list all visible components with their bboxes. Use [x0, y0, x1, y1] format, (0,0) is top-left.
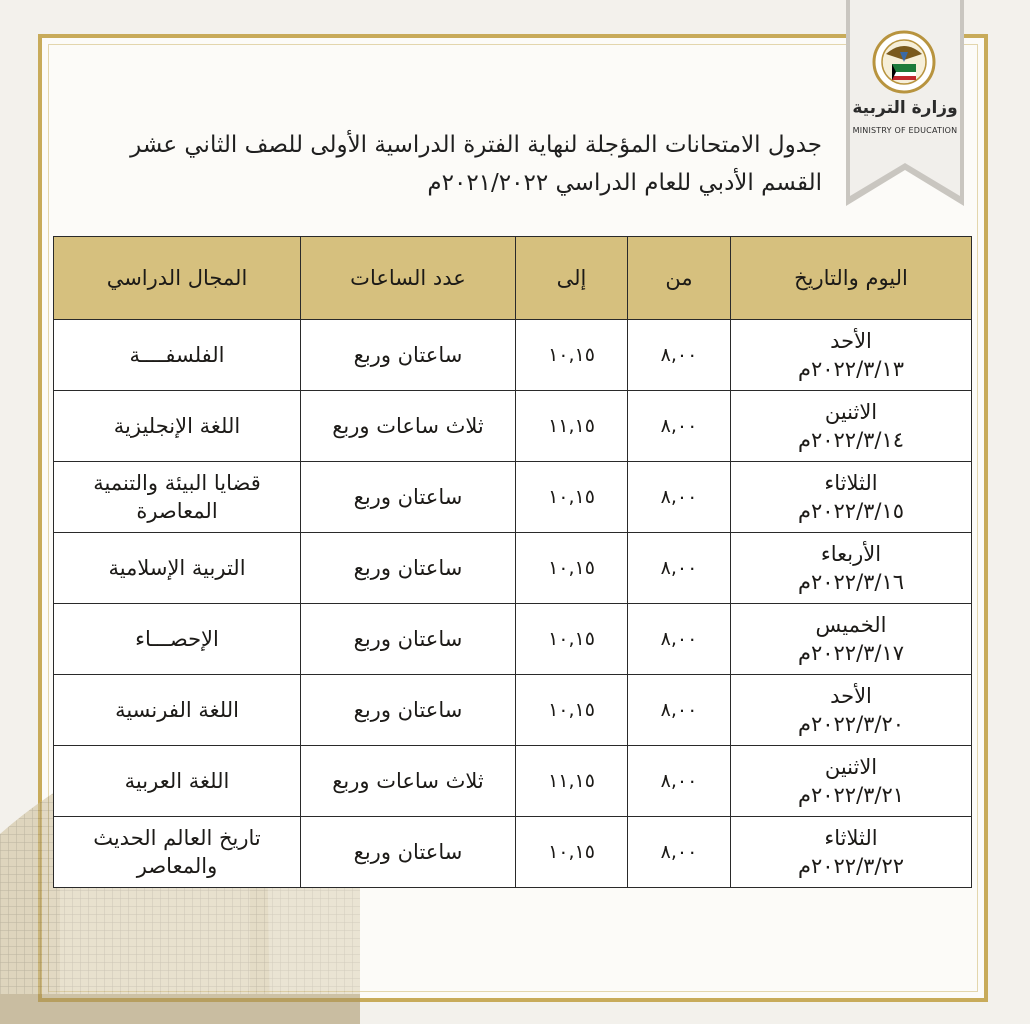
day-date-cell — [731, 675, 972, 746]
day-date-cell — [731, 391, 972, 462]
duration-cell: ساعتان وربع — [301, 462, 516, 533]
subject-cell: اللغة العربية — [54, 746, 301, 817]
start-time-cell: ٨,٠٠ — [628, 533, 731, 604]
subject-cell: تاريخ العالم الحديث والمعاصر — [54, 817, 301, 888]
duration-cell: ثلاث ساعات وربع — [301, 391, 516, 462]
end-time-cell: ١٠,١٥ — [516, 533, 628, 604]
table-row — [54, 604, 972, 675]
table-row — [54, 462, 972, 533]
ministry-name-english: MINISTRY OF EDUCATION — [852, 126, 958, 135]
start-time-cell: ٨,٠٠ — [628, 746, 731, 817]
duration-cell: ساعتان وربع — [301, 817, 516, 888]
column-header-day-date: اليوم والتاريخ — [731, 237, 972, 320]
subject-cell: التربية الإسلامية — [54, 533, 301, 604]
day-date-cell — [731, 746, 972, 817]
exam-date: ٢٠٢٢/٣/١٧م — [797, 641, 905, 665]
start-time-cell: ٨,٠٠ — [628, 675, 731, 746]
column-header-to: إلى — [516, 237, 628, 320]
end-time-cell: ١١,١٥ — [516, 746, 628, 817]
day-date-cell — [731, 320, 972, 391]
exam-date: ٢٠٢٢/٣/٢١م — [797, 783, 905, 807]
subject-cell: الإحصـــاء — [54, 604, 301, 675]
exam-date: ٢٠٢٢/٣/٢٢م — [797, 854, 905, 878]
start-time-cell: ٨,٠٠ — [628, 320, 731, 391]
duration-cell: ساعتان وربع — [301, 320, 516, 391]
day-date-cell — [731, 533, 972, 604]
end-time-cell: ١٠,١٥ — [516, 462, 628, 533]
day-name: الاثنين — [824, 755, 878, 779]
table-row — [54, 533, 972, 604]
day-name: الاثنين — [824, 400, 878, 424]
ministry-name-arabic: وزارة التربية — [852, 98, 958, 118]
day-date-cell — [731, 817, 972, 888]
duration-cell: ساعتان وربع — [301, 604, 516, 675]
day-name: الأحد — [830, 329, 872, 353]
duration-cell: ثلاث ساعات وربع — [301, 746, 516, 817]
exam-date: ٢٠٢٢/٣/١٣م — [797, 357, 905, 381]
end-time-cell: ١٠,١٥ — [516, 817, 628, 888]
end-time-cell: ١٠,١٥ — [516, 604, 628, 675]
subject-cell: اللغة الفرنسية — [54, 675, 301, 746]
page-title: جدول الامتحانات المؤجلة لنهاية الفترة الدراسية الأولى للصف الثاني عشر القسم الأدبي للعام الدراسي ٢٠٢١/٢٠٢٢م — [130, 132, 822, 196]
day-date-cell — [731, 462, 972, 533]
column-header-from: من — [628, 237, 731, 320]
day-name: الثلاثاء — [824, 471, 878, 495]
ministry-emblem-logo — [870, 28, 938, 96]
subject-cell: قضايا البيئة والتنمية المعاصرة — [54, 462, 301, 533]
day-name: الخميس — [815, 613, 887, 637]
exam-date: ٢٠٢٢/٣/٢٠م — [797, 712, 905, 736]
duration-cell: ساعتان وربع — [301, 675, 516, 746]
table-row — [54, 675, 972, 746]
subject-cell: اللغة الإنجليزية — [54, 391, 301, 462]
day-name: الأحد — [830, 684, 872, 708]
start-time-cell: ٨,٠٠ — [628, 817, 731, 888]
table-row — [54, 391, 972, 462]
table-row — [54, 320, 972, 391]
table-row — [54, 817, 972, 888]
column-header-subject: المجال الدراسي — [54, 237, 301, 320]
exam-date: ٢٠٢٢/٣/١٥م — [797, 499, 905, 523]
day-name: الأربعاء — [820, 542, 882, 566]
column-header-hours: عدد الساعات — [301, 237, 516, 320]
duration-cell: ساعتان وربع — [301, 533, 516, 604]
table-header-row — [54, 237, 972, 320]
end-time-cell: ١٠,١٥ — [516, 320, 628, 391]
start-time-cell: ٨,٠٠ — [628, 462, 731, 533]
end-time-cell: ١١,١٥ — [516, 391, 628, 462]
start-time-cell: ٨,٠٠ — [628, 604, 731, 675]
exam-date: ٢٠٢٢/٣/١٦م — [797, 570, 905, 594]
table-row — [54, 746, 972, 817]
start-time-cell: ٨,٠٠ — [628, 391, 731, 462]
end-time-cell: ١٠,١٥ — [516, 675, 628, 746]
day-date-cell — [731, 604, 972, 675]
exam-schedule-table — [53, 236, 972, 888]
day-name: الثلاثاء — [824, 826, 878, 850]
subject-cell: الفلسفــــة — [54, 320, 301, 391]
exam-date: ٢٠٢٢/٣/١٤م — [797, 428, 905, 452]
